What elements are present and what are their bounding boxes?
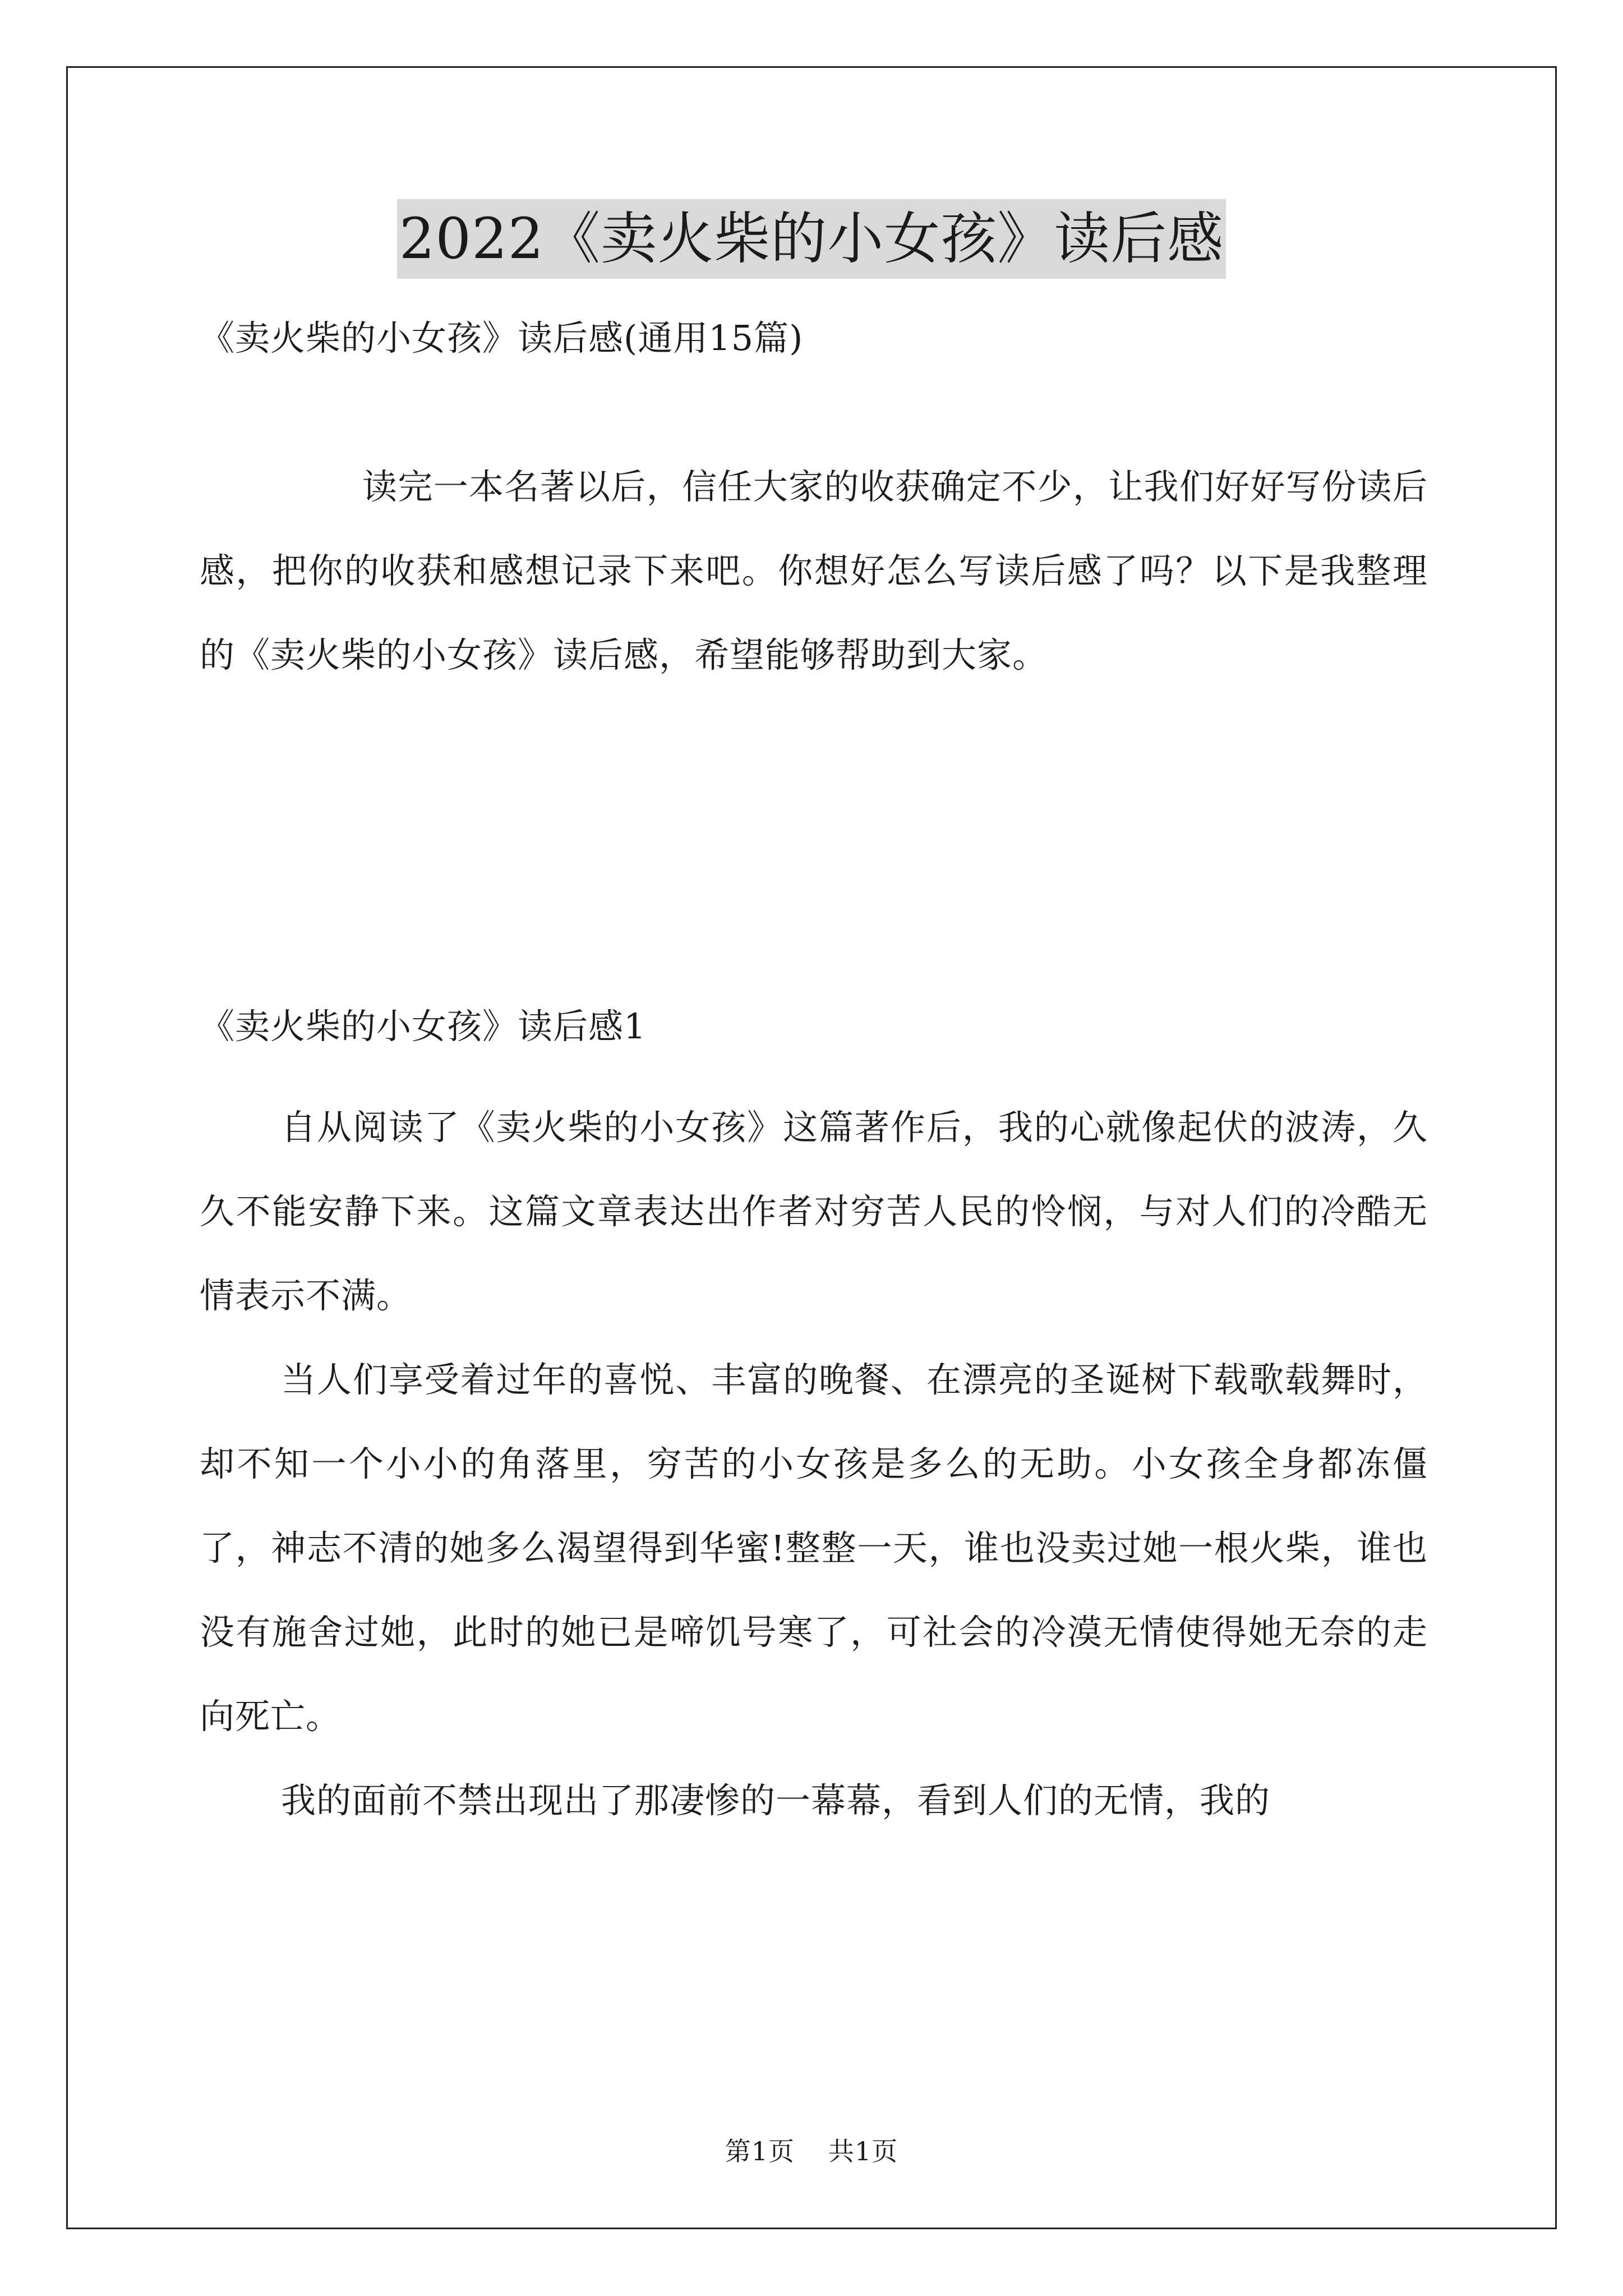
page-footer (0, 2134, 1623, 2168)
body-paragraph: 我的面前不禁出现出了那凄惨的一幕幕，看到人们的无情，我的 (281, 1780, 1271, 1821)
document-subtitle: 《卖火柴的小女孩》读后感(通用15篇) (200, 318, 804, 358)
page-number: 第1页 (725, 2136, 795, 2166)
intro-paragraph: 读完一本名著以后，信任大家的收获确定不少，让我们好好写份读后感，把你的收获和感想记录下来吧。你想好怎么写读后感了吗？以下是我整理的《卖火柴的小女孩》读后感，希望能够帮助到大家。 (200, 466, 1428, 675)
section-heading: 《卖火柴的小女孩》读后感1 (200, 1006, 647, 1047)
document-title: 2022《卖火柴的小女孩》读后感 (397, 199, 1227, 279)
page-total: 共1页 (828, 2136, 898, 2166)
body-paragraph: 自从阅读了《卖火柴的小女孩》这篇著作后，我的心就像起伏的波涛，久久不能安静下来。这篇文章表达出作者对穷苦人民的怜悯，与对人们的冷酷无情表示不满。 (200, 1107, 1428, 1316)
section-body (200, 1085, 1428, 1843)
title-container (0, 199, 1623, 279)
body-paragraph: 当人们享受着过年的喜悦、丰富的晚餐、在漂亮的圣诞树下载歌载舞时，却不知一个小小的角落里，穷苦的小女孩是多么的无助。小女孩全身都冻僵了，神志不清的她多么渴望得到华蜜!整整一天，谁也没卖过她一根火柴，谁也没有施舍过她，此时的她已是啼饥号寒了，可社会的冷漠无情使得她无奈的走向死亡。 (200, 1359, 1428, 1737)
